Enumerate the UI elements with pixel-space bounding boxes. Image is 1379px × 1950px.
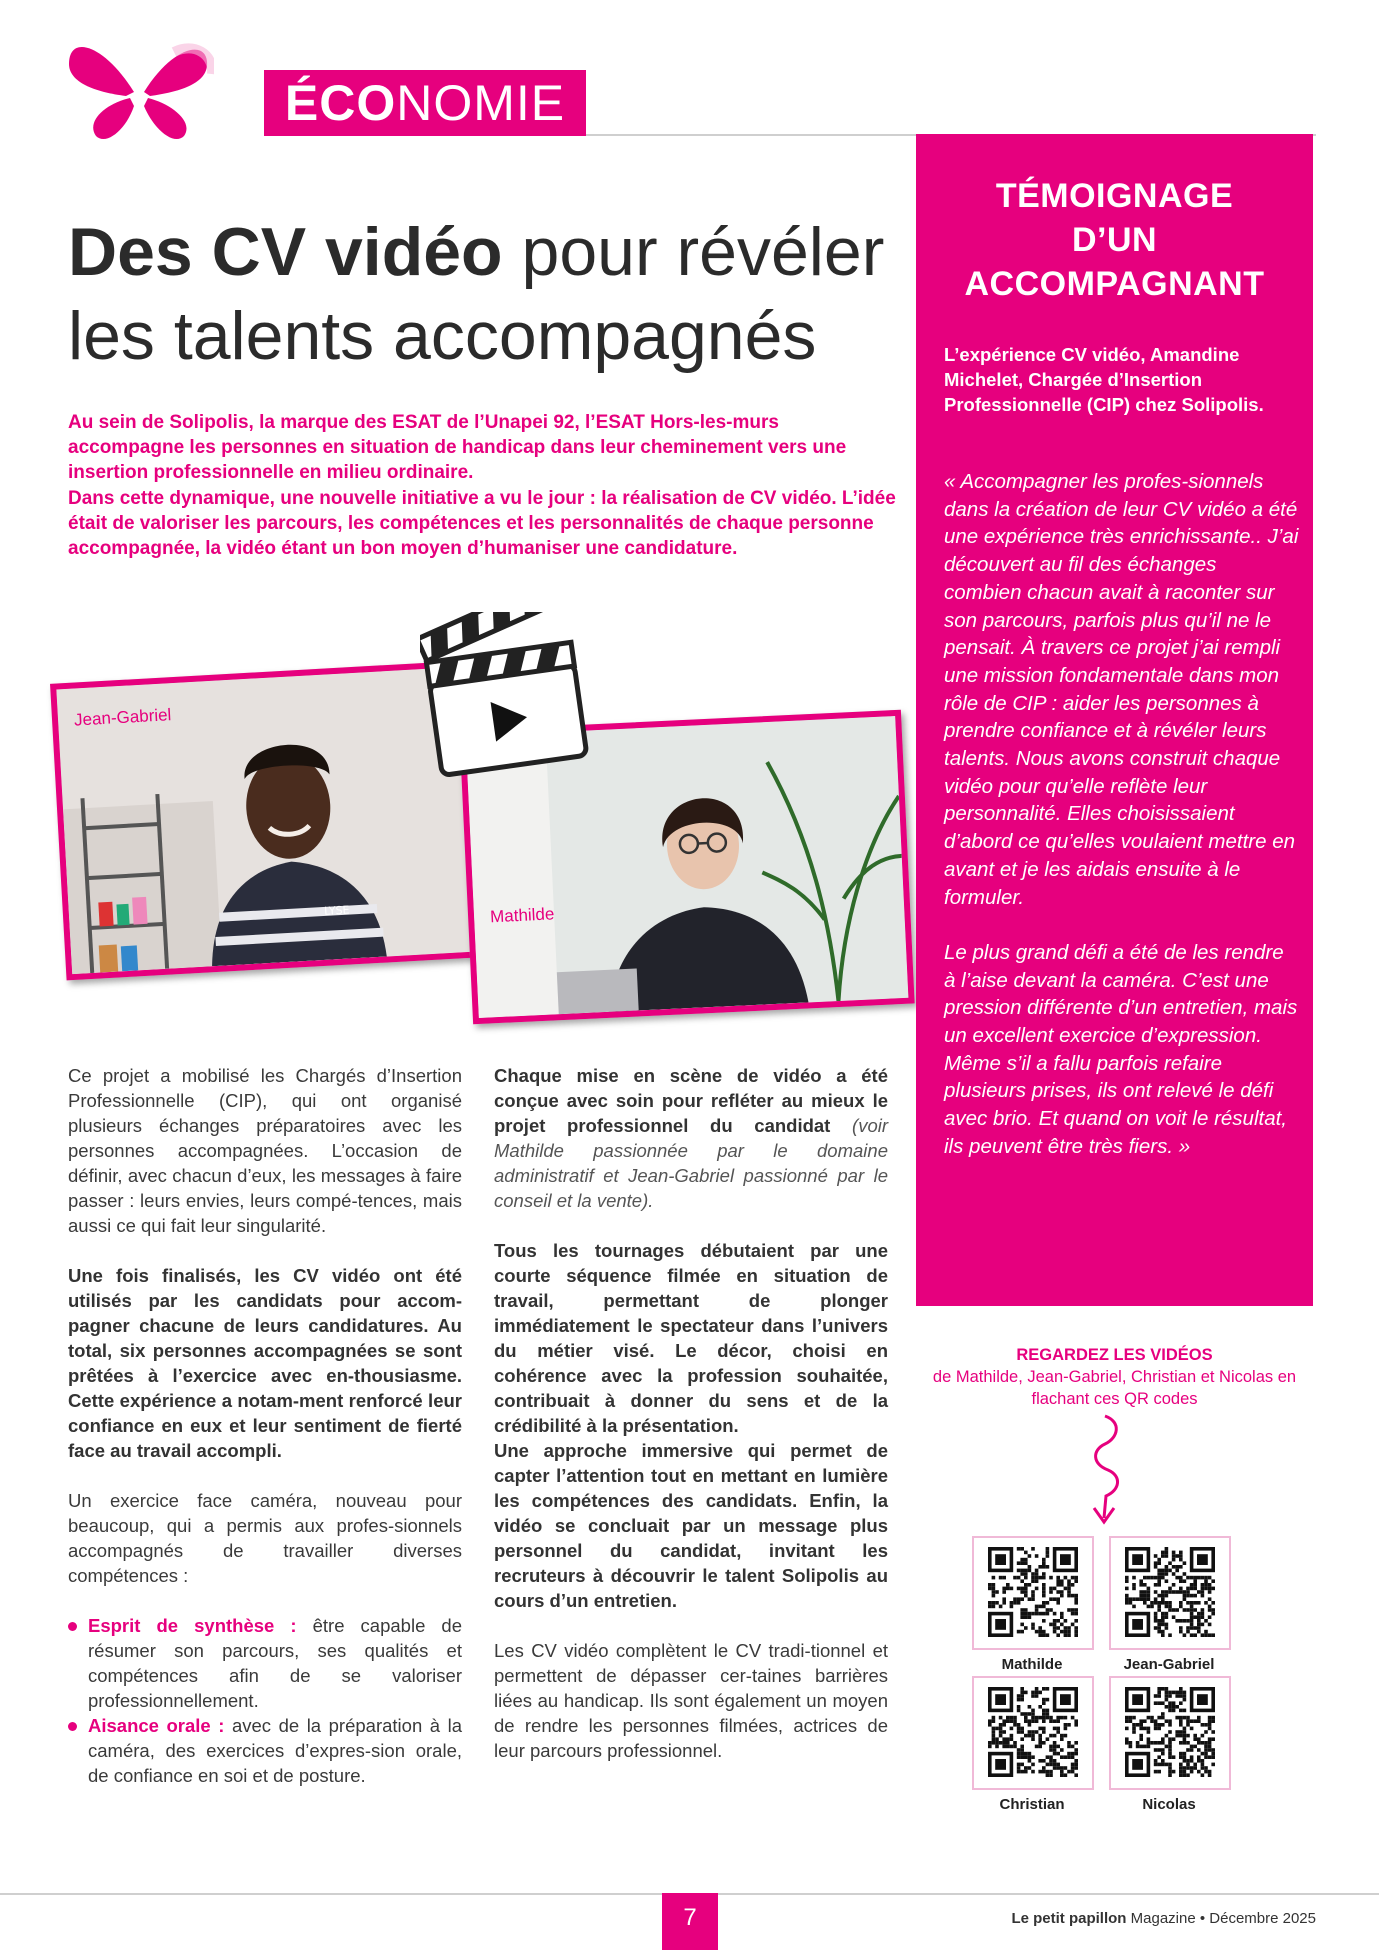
qr-label: Christian [999,1796,1065,1813]
bullet-text: avec de la préparation à la caméra, des exercices d’expres-sion orale, de confiance en soi et de posture. [88,1715,462,1786]
body-italic: (voir Mathilde passionnée par le domaine administratif et Jean-Gabriel passionné par le conseil et la vente). [494,1115,889,1211]
arrow-down-icon [1080,1412,1130,1528]
qr-label: Nicolas [1142,1796,1196,1813]
body-bold: Chaque mise en scène de vidéo a été conçue avec soin pour refléter au mieux le projet professionnel du candidat [494,1065,888,1136]
bullet-dot [68,1722,77,1731]
photo-jean-gabriel [50,661,483,981]
intro-paragraph: Dans cette dynamique, une nouvelle initiative a vu le jour : la réalisation de CV vidéo. L’idée était de valoriser les parcours, les compétences et les personnalités de chaque personne accompagnée, la vidéo étant un bon moyen d’humaniser une candidature. [68,487,896,560]
qr-code-icon [1125,1687,1215,1777]
article-column-1 [68,1063,462,1788]
body-paragraph: Les CV vidéo complètent le CV tradi-tionnel et permettent de dépasser cer-taines barrières liées au handicap. Ils sont également un moyen de rendre les personnes filmées, actrices de leur parcours professionnel. [494,1640,888,1761]
qr-code-icon [988,1687,1078,1777]
section-rubric [264,70,586,136]
magazine-credit [1000,1910,1316,1927]
testimony-sidebar [916,134,1313,1306]
butterfly-logo [64,34,214,144]
intro-paragraph: Au sein de Solipolis, la marque des ESAT de l’Unapei 92, l’ESAT Hors-les-murs accompagne les personnes en situation de handicap dans leur cheminement vers une insertion professionnelle en milieu ordinaire. [68,412,847,484]
page-number: 7 [662,1893,718,1950]
qr-code-box[interactable] [1109,1536,1231,1650]
body-paragraph: Une fois finalisés, les CV vidéo ont été utilisés par les candidats pour accom-pagner chacune de leurs candidatures. Au total, six personnes accompagnées se sont prêtées à l’exercice avec en-thousiasme. Cette expérience a notam-ment renforcé leur confiance en eux et leur sentiment de fierté face au travail accompli. [68,1265,462,1461]
qr-code-icon [1125,1547,1215,1637]
qr-label: Mathilde [1001,1656,1063,1673]
sidebar-title [916,174,1313,306]
magazine-issue: Magazine • Décembre 2025 [1130,1910,1316,1927]
bullet-text: être capable de résumer son parcours, ses qualités et compétences afin de se valoriser professionnellement. [88,1615,462,1711]
qr-code-box[interactable] [972,1676,1094,1790]
sidebar-intro: L’expérience CV vidéo, Amandine Michelet, Chargée d’Insertion Professionnelle (CIP) chez Solipolis. [944,344,1264,415]
qr-code-box[interactable] [972,1536,1094,1650]
qr-code-box[interactable] [1109,1676,1231,1790]
quote-paragraph: Le plus grand défi a été de les rendre à l’aise devant la caméra. C’est une pression différente d’un entretien, mais un excellent exercice d’expression. Même s’il a fallu parfois refaire plusieurs prises, ils ont relevé le défi avec brio. Et quand on voit le résultat, ils peuvent être très fiers. » [944,940,1298,1158]
sidebar-title-line: D’UN [1071,221,1158,259]
bullet-item [68,1713,462,1788]
shirt-text: LYSE [323,903,350,918]
bullet-item [68,1613,462,1713]
qr-title: REGARDEZ LES VIDÉOS [1016,1346,1213,1364]
photo-label-mathilde: Mathilde [489,904,555,927]
magazine-name: Le petit papillon [1011,1910,1127,1927]
body-paragraph: Tous les tournages débutaient par une courte séquence filmée en situation de travail, permettant de plonger immédiatement le spectateur dans l’univers du métier visé. Le décor, choisi en cohérence avec la profession souhaitée, contribuait à donner du sens et de la crédibilité à la présentation. [494,1240,888,1436]
qr-subtitle: de Mathilde, Jean-Gabriel, Christian et Nicolas en flachant ces QR codes [932,1368,1297,1408]
title-line2: les talents accompagnés [68,298,817,374]
body-paragraph: Un exercice face caméra, nouveau pour beaucoup, qui a permis aux profes-sionnels accompagnés de travailler diverses compétences : [68,1490,462,1586]
bullet-dot [68,1622,77,1631]
photo-label-jean-gabriel: Jean-Gabriel [73,705,172,730]
clapperboard-icon [420,612,590,782]
quote-paragraph: « Accompagner les profes-sionnels dans la création de leur CV vidéo a été une expérience très enrichissante.. J’ai découvert au fil des échanges combien chacun avait à raconter sur son parcours, parfois plus qu’il ne le pensait. À travers ce projet j’ai rempli une mission fondamentale dans mon rôle de CIP : aider les personnes à prendre confiance et à révéler leurs talents. Nous avons construit chaque vidéo pour qu’elle reflète leur personnalité. Elles choisissaient d’abord ce qu’elles voulaient mettre en avant et je les aidais ensuite à le formuler. [944,470,1299,909]
rubric-bold: ÉCO [284,75,397,131]
article-column-2 [494,1063,888,1763]
article-intro [68,410,898,561]
article-title [68,210,928,378]
title-bold: Des CV vidéo [68,214,503,290]
body-paragraph: Ce projet a mobilisé les Chargés d’Insertion Professionnelle (CIP), qui ont organisé plusieurs échanges préparatoires avec les personnes accompagnées. L’occasion de définir, avec chacun d’eux, les messages à faire passer : leurs envies, leurs compé-tences, mais aussi ce qui fait leur singularité. [68,1065,462,1236]
sidebar-quote [944,468,1299,1161]
sidebar-title-line: TÉMOIGNAGE [995,177,1234,215]
qr-code-icon [988,1547,1078,1637]
bullet-label: Esprit de synthèse : [88,1615,297,1636]
sidebar-title-line: ACCOMPAGNANT [964,265,1265,303]
rubric-rest: NOMIE [396,75,566,131]
qr-label: Jean-Gabriel [1123,1656,1215,1673]
title-rest: pour révéler [521,214,885,290]
qr-heading [916,1344,1313,1410]
body-paragraph: Une approche immersive qui permet de capter l’attention tout en mettant en lumière les compétences des candidats. Enfin, la vidéo se concluait par un message plus personnel du candidat, invitant les recruteurs à découvrir le talent Solipolis au cours d’un entretien. [494,1440,888,1611]
bullet-label: Aisance orale : [88,1715,225,1736]
